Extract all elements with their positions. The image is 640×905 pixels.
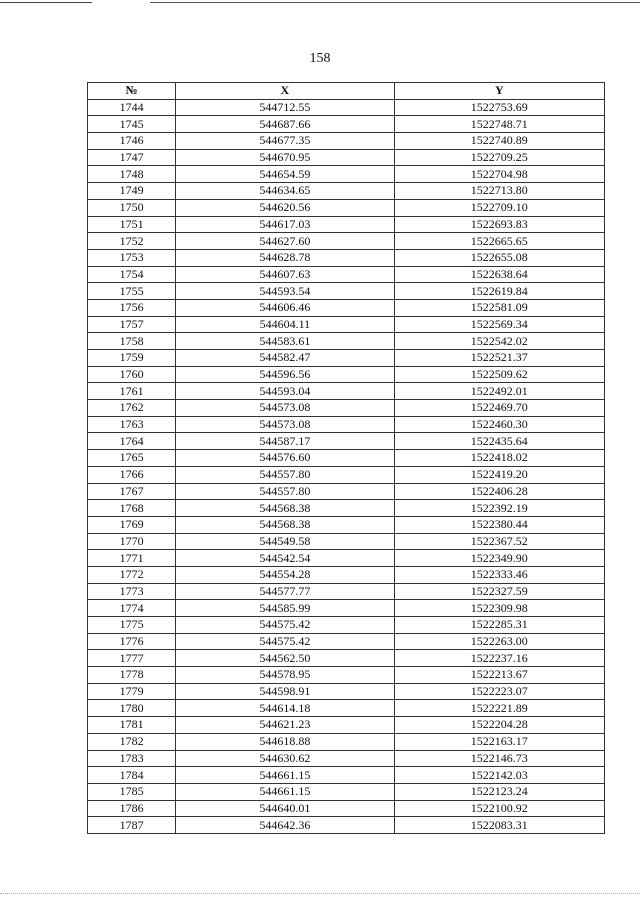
table-row (88, 383, 605, 400)
table-row (88, 366, 605, 383)
point-number-cell: 1769 (88, 516, 176, 533)
table-row (88, 800, 605, 817)
x-coordinate-cell: 544573.08 (176, 416, 394, 433)
x-coordinate-cell: 544661.15 (176, 783, 394, 800)
point-number-cell: 1753 (88, 249, 176, 266)
table-row (88, 817, 605, 834)
point-number-cell: 1756 (88, 299, 176, 316)
point-number-cell: 1783 (88, 750, 176, 767)
table-row (88, 450, 605, 467)
top-divider-right (150, 2, 640, 3)
y-coordinate-cell: 1522367.52 (394, 533, 604, 550)
point-number-cell: 1763 (88, 416, 176, 433)
table-row (88, 116, 605, 133)
y-coordinate-cell: 1522665.65 (394, 233, 604, 250)
point-number-cell: 1749 (88, 183, 176, 200)
x-coordinate-cell: 544593.04 (176, 383, 394, 400)
y-coordinate-cell: 1522285.31 (394, 617, 604, 634)
point-number-cell: 1774 (88, 600, 176, 617)
table-row (88, 566, 605, 583)
point-number-cell: 1787 (88, 817, 176, 834)
x-coordinate-cell: 544617.03 (176, 216, 394, 233)
point-number-cell: 1745 (88, 116, 176, 133)
point-number-cell: 1786 (88, 800, 176, 817)
table-row (88, 717, 605, 734)
table-row (88, 617, 605, 634)
y-coordinate-cell: 1522569.34 (394, 316, 604, 333)
top-divider-left (0, 2, 92, 3)
table-row (88, 216, 605, 233)
table-row (88, 533, 605, 550)
table-row (88, 199, 605, 216)
x-coordinate-cell: 544577.77 (176, 583, 394, 600)
y-coordinate-cell: 1522460.30 (394, 416, 604, 433)
table-row (88, 183, 605, 200)
point-number-cell: 1757 (88, 316, 176, 333)
y-coordinate-cell: 1522713.80 (394, 183, 604, 200)
point-number-cell: 1754 (88, 266, 176, 283)
table-row (88, 416, 605, 433)
x-coordinate-cell: 544575.42 (176, 633, 394, 650)
point-number-cell: 1776 (88, 633, 176, 650)
point-number-cell: 1751 (88, 216, 176, 233)
table-row (88, 299, 605, 316)
point-number-cell: 1746 (88, 133, 176, 150)
table-body (88, 99, 605, 833)
point-number-cell: 1762 (88, 400, 176, 417)
y-coordinate-cell: 1522753.69 (394, 99, 604, 116)
bottom-divider (0, 893, 640, 894)
point-number-cell: 1772 (88, 566, 176, 583)
header-x: X (176, 83, 394, 100)
y-coordinate-cell: 1522204.28 (394, 717, 604, 734)
y-coordinate-cell: 1522655.08 (394, 249, 604, 266)
x-coordinate-cell: 544542.54 (176, 550, 394, 567)
x-coordinate-cell: 544578.95 (176, 667, 394, 684)
x-coordinate-cell: 544642.36 (176, 817, 394, 834)
table-row (88, 550, 605, 567)
table-row (88, 166, 605, 183)
point-number-cell: 1758 (88, 333, 176, 350)
y-coordinate-cell: 1522521.37 (394, 350, 604, 367)
x-coordinate-cell: 544607.63 (176, 266, 394, 283)
table-row (88, 283, 605, 300)
point-number-cell: 1779 (88, 683, 176, 700)
x-coordinate-cell: 544630.62 (176, 750, 394, 767)
point-number-cell: 1777 (88, 650, 176, 667)
x-coordinate-cell: 544568.38 (176, 500, 394, 517)
point-number-cell: 1780 (88, 700, 176, 717)
y-coordinate-cell: 1522123.24 (394, 783, 604, 800)
y-coordinate-cell: 1522406.28 (394, 483, 604, 500)
header-y: Y (394, 83, 604, 100)
x-coordinate-cell: 544554.28 (176, 566, 394, 583)
y-coordinate-cell: 1522469.70 (394, 400, 604, 417)
x-coordinate-cell: 544606.46 (176, 299, 394, 316)
x-coordinate-cell: 544549.58 (176, 533, 394, 550)
table-row (88, 266, 605, 283)
x-coordinate-cell: 544661.15 (176, 767, 394, 784)
x-coordinate-cell: 544634.65 (176, 183, 394, 200)
y-coordinate-cell: 1522542.02 (394, 333, 604, 350)
point-number-cell: 1766 (88, 466, 176, 483)
point-number-cell: 1775 (88, 617, 176, 634)
table-row (88, 433, 605, 450)
table-row (88, 633, 605, 650)
x-coordinate-cell: 544614.18 (176, 700, 394, 717)
y-coordinate-cell: 1522740.89 (394, 133, 604, 150)
point-number-cell: 1760 (88, 366, 176, 383)
y-coordinate-cell: 1522619.84 (394, 283, 604, 300)
point-number-cell: 1752 (88, 233, 176, 250)
x-coordinate-cell: 544598.91 (176, 683, 394, 700)
table-row (88, 400, 605, 417)
x-coordinate-cell: 544585.99 (176, 600, 394, 617)
x-coordinate-cell: 544628.78 (176, 249, 394, 266)
y-coordinate-cell: 1522581.09 (394, 299, 604, 316)
x-coordinate-cell: 544604.11 (176, 316, 394, 333)
y-coordinate-cell: 1522146.73 (394, 750, 604, 767)
y-coordinate-cell: 1522418.02 (394, 450, 604, 467)
point-number-cell: 1765 (88, 450, 176, 467)
point-number-cell: 1782 (88, 733, 176, 750)
x-coordinate-cell: 544576.60 (176, 450, 394, 467)
y-coordinate-cell: 1522100.92 (394, 800, 604, 817)
table-row (88, 333, 605, 350)
y-coordinate-cell: 1522704.98 (394, 166, 604, 183)
y-coordinate-cell: 1522709.25 (394, 149, 604, 166)
y-coordinate-cell: 1522142.03 (394, 767, 604, 784)
point-number-cell: 1770 (88, 533, 176, 550)
table-row (88, 350, 605, 367)
table-row (88, 133, 605, 150)
x-coordinate-cell: 544618.88 (176, 733, 394, 750)
table-row (88, 650, 605, 667)
y-coordinate-cell: 1522221.89 (394, 700, 604, 717)
y-coordinate-cell: 1522748.71 (394, 116, 604, 133)
x-coordinate-cell: 544712.55 (176, 99, 394, 116)
y-coordinate-cell: 1522709.10 (394, 199, 604, 216)
table-row (88, 750, 605, 767)
table-row (88, 149, 605, 166)
x-coordinate-cell: 544654.59 (176, 166, 394, 183)
x-coordinate-cell: 544557.80 (176, 483, 394, 500)
table-row (88, 667, 605, 684)
y-coordinate-cell: 1522309.98 (394, 600, 604, 617)
point-number-cell: 1781 (88, 717, 176, 734)
table-row (88, 700, 605, 717)
table-row (88, 99, 605, 116)
point-number-cell: 1750 (88, 199, 176, 216)
y-coordinate-cell: 1522349.90 (394, 550, 604, 567)
x-coordinate-cell: 544557.80 (176, 466, 394, 483)
x-coordinate-cell: 544687.66 (176, 116, 394, 133)
y-coordinate-cell: 1522380.44 (394, 516, 604, 533)
table-row (88, 466, 605, 483)
coordinates-table (87, 82, 605, 834)
x-coordinate-cell: 544640.01 (176, 800, 394, 817)
point-number-cell: 1778 (88, 667, 176, 684)
x-coordinate-cell: 544627.60 (176, 233, 394, 250)
x-coordinate-cell: 544582.47 (176, 350, 394, 367)
point-number-cell: 1747 (88, 149, 176, 166)
table-row (88, 500, 605, 517)
point-number-cell: 1768 (88, 500, 176, 517)
y-coordinate-cell: 1522223.07 (394, 683, 604, 700)
y-coordinate-cell: 1522213.67 (394, 667, 604, 684)
table-row (88, 600, 605, 617)
point-number-cell: 1744 (88, 99, 176, 116)
table-row (88, 583, 605, 600)
y-coordinate-cell: 1522327.59 (394, 583, 604, 600)
y-coordinate-cell: 1522435.64 (394, 433, 604, 450)
x-coordinate-cell: 544575.42 (176, 617, 394, 634)
table-row (88, 249, 605, 266)
x-coordinate-cell: 544621.23 (176, 717, 394, 734)
y-coordinate-cell: 1522492.01 (394, 383, 604, 400)
point-number-cell: 1785 (88, 783, 176, 800)
point-number-cell: 1773 (88, 583, 176, 600)
x-coordinate-cell: 544562.50 (176, 650, 394, 667)
y-coordinate-cell: 1522333.46 (394, 566, 604, 583)
y-coordinate-cell: 1522392.19 (394, 500, 604, 517)
header-row (88, 83, 605, 100)
point-number-cell: 1771 (88, 550, 176, 567)
y-coordinate-cell: 1522237.16 (394, 650, 604, 667)
table-row (88, 783, 605, 800)
point-number-cell: 1748 (88, 166, 176, 183)
x-coordinate-cell: 544568.38 (176, 516, 394, 533)
y-coordinate-cell: 1522263.00 (394, 633, 604, 650)
table-row (88, 683, 605, 700)
y-coordinate-cell: 1522509.62 (394, 366, 604, 383)
point-number-cell: 1767 (88, 483, 176, 500)
table-row (88, 233, 605, 250)
table-header (88, 83, 605, 100)
point-number-cell: 1761 (88, 383, 176, 400)
point-number-cell: 1764 (88, 433, 176, 450)
x-coordinate-cell: 544587.17 (176, 433, 394, 450)
y-coordinate-cell: 1522638.64 (394, 266, 604, 283)
x-coordinate-cell: 544620.56 (176, 199, 394, 216)
table-row (88, 767, 605, 784)
point-number-cell: 1759 (88, 350, 176, 367)
table-row (88, 483, 605, 500)
point-number-cell: 1755 (88, 283, 176, 300)
y-coordinate-cell: 1522693.83 (394, 216, 604, 233)
x-coordinate-cell: 544596.56 (176, 366, 394, 383)
table-row (88, 733, 605, 750)
header-number: № (88, 83, 176, 100)
table-row (88, 516, 605, 533)
y-coordinate-cell: 1522163.17 (394, 733, 604, 750)
y-coordinate-cell: 1522083.31 (394, 817, 604, 834)
x-coordinate-cell: 544670.95 (176, 149, 394, 166)
x-coordinate-cell: 544573.08 (176, 400, 394, 417)
page-number: 158 (309, 51, 331, 66)
x-coordinate-cell: 544677.35 (176, 133, 394, 150)
table-row (88, 316, 605, 333)
x-coordinate-cell: 544583.61 (176, 333, 394, 350)
x-coordinate-cell: 544593.54 (176, 283, 394, 300)
point-number-cell: 1784 (88, 767, 176, 784)
y-coordinate-cell: 1522419.20 (394, 466, 604, 483)
